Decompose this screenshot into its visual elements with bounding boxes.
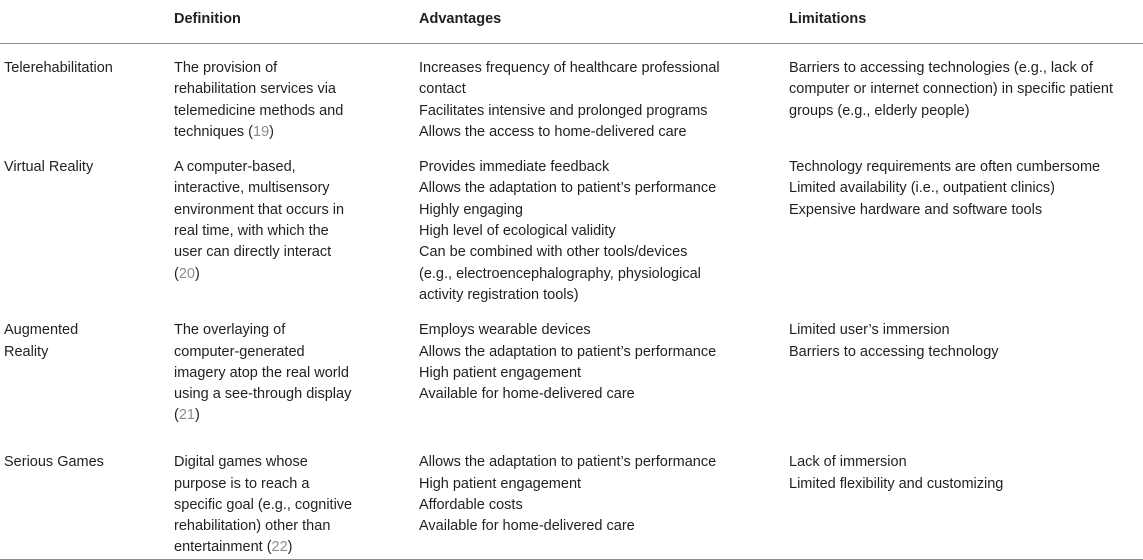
- definition-line: [174, 264, 419, 285]
- reference-link[interactable]: 19: [253, 123, 270, 140]
- definition-text: (: [174, 407, 179, 424]
- row-name: Virtual Reality: [4, 159, 94, 176]
- definition-paren: ): [287, 539, 293, 556]
- definition-line: rehabilitation services via: [174, 81, 336, 98]
- limitations-cell: [789, 438, 1143, 559]
- row-name-cell: [0, 438, 174, 559]
- advantages-cell: [419, 306, 789, 438]
- definition-line: [174, 122, 419, 143]
- advantage-item: Available for home-delivered care: [419, 386, 635, 403]
- definition-text: entertainment (: [174, 539, 272, 556]
- advantage-item: activity registration tools): [419, 286, 579, 303]
- table-row: [0, 143, 1143, 306]
- definition-line: specific goal (e.g., cognitive: [174, 496, 353, 513]
- limitation-item: computer or internet connection) in specific patient: [789, 81, 1114, 98]
- definition-line: using a see-through display: [174, 386, 352, 403]
- advantage-item: Can be combined with other tools/devices: [419, 244, 688, 261]
- definition-line: telemedicine methods and: [174, 102, 344, 119]
- header-blank: [0, 0, 174, 44]
- advantage-item: Increases frequency of healthcare professional: [419, 60, 720, 76]
- definition-cell: [174, 438, 419, 559]
- limitations-cell: [789, 306, 1143, 438]
- table-row: [0, 438, 1143, 559]
- row-name: Augmented: [4, 322, 79, 339]
- table-row: [0, 44, 1143, 144]
- definition-paren: ): [269, 123, 274, 140]
- reference-link[interactable]: 20: [178, 265, 195, 282]
- advantage-item: Allows the adaptation to patient’s performance: [419, 454, 717, 471]
- definition-line: The provision of: [174, 60, 278, 76]
- reference-link[interactable]: 22: [271, 539, 288, 556]
- limitation-item: groups (e.g., elderly people): [789, 102, 970, 119]
- definition-text: (: [174, 265, 179, 282]
- limitation-item: Barriers to accessing technologies (e.g., lack of: [789, 60, 1093, 76]
- definition-text: techniques (: [174, 123, 253, 140]
- advantage-item: Employs wearable devices: [419, 322, 591, 339]
- row-name-cell: [0, 306, 174, 438]
- row-name: Serious Games: [4, 454, 104, 471]
- definition-cell: [174, 44, 419, 144]
- advantage-item: Highly engaging: [419, 201, 523, 218]
- advantage-item: Allows the adaptation to patient’s performance: [419, 343, 717, 360]
- header-limitations: Limitations: [789, 0, 1143, 44]
- limitation-item: Expensive hardware and software tools: [789, 201, 1043, 218]
- limitations-cell: [789, 44, 1143, 144]
- definition-line: computer-generated: [174, 343, 305, 360]
- limitation-item: Limited user’s immersion: [789, 322, 950, 339]
- definition-line: A computer-based,: [174, 159, 296, 176]
- definition-line: rehabilitation) other than: [174, 518, 331, 535]
- advantage-item: Allows the access to home-delivered care: [419, 123, 687, 140]
- header-row: [0, 0, 1143, 44]
- definition-line: [174, 405, 419, 426]
- limitations-cell: [789, 143, 1143, 306]
- header-definition: Definition: [174, 0, 419, 44]
- advantages-cell: [419, 143, 789, 306]
- row-name-cell: [0, 44, 174, 144]
- limitation-item: Limited flexibility and customizing: [789, 475, 1004, 492]
- advantage-item: contact: [419, 81, 466, 98]
- advantage-item: Available for home-delivered care: [419, 518, 635, 535]
- table-row: [0, 306, 1143, 438]
- definition-cell: [174, 306, 419, 438]
- definition-paren: ): [194, 265, 200, 282]
- row-name: Telerehabilitation: [4, 60, 113, 76]
- limitation-item: Barriers to accessing technology: [789, 343, 999, 360]
- definition-line: user can directly interact: [174, 244, 332, 261]
- definition-line: purpose is to reach a: [174, 475, 310, 492]
- advantage-item: Allows the adaptation to patient’s performance: [419, 180, 717, 197]
- limitation-item: Technology requirements are often cumbersome: [789, 159, 1101, 176]
- definition-paren: ): [194, 407, 200, 424]
- row-name-cell: [0, 143, 174, 306]
- reference-link[interactable]: 21: [178, 407, 195, 424]
- definition-line: Digital games whose: [174, 454, 308, 471]
- definition-line: The overlaying of: [174, 322, 286, 339]
- advantage-item: High patient engagement: [419, 364, 582, 381]
- definition-line: environment that occurs in: [174, 201, 345, 218]
- advantage-item: Facilitates intensive and prolonged programs: [419, 102, 708, 119]
- row-name: Reality: [4, 343, 49, 360]
- advantage-item: High level of ecological validity: [419, 223, 616, 240]
- advantage-item: (e.g., electroencephalography, physiological: [419, 265, 701, 282]
- definition-line: real time, with which the: [174, 223, 329, 240]
- advantages-cell: [419, 44, 789, 144]
- header-advantages: Advantages: [419, 0, 789, 44]
- definition-line: interactive, multisensory: [174, 180, 330, 197]
- definition-line: imagery atop the real world: [174, 364, 349, 381]
- advantage-item: High patient engagement: [419, 475, 582, 492]
- advantages-cell: [419, 438, 789, 559]
- limitation-item: Lack of immersion: [789, 454, 907, 471]
- advantage-item: Affordable costs: [419, 496, 523, 513]
- definition-line: [174, 537, 419, 558]
- advantage-item: Provides immediate feedback: [419, 159, 610, 176]
- limitation-item: Limited availability (i.e., outpatient clinics): [789, 180, 1055, 197]
- definition-cell: [174, 143, 419, 306]
